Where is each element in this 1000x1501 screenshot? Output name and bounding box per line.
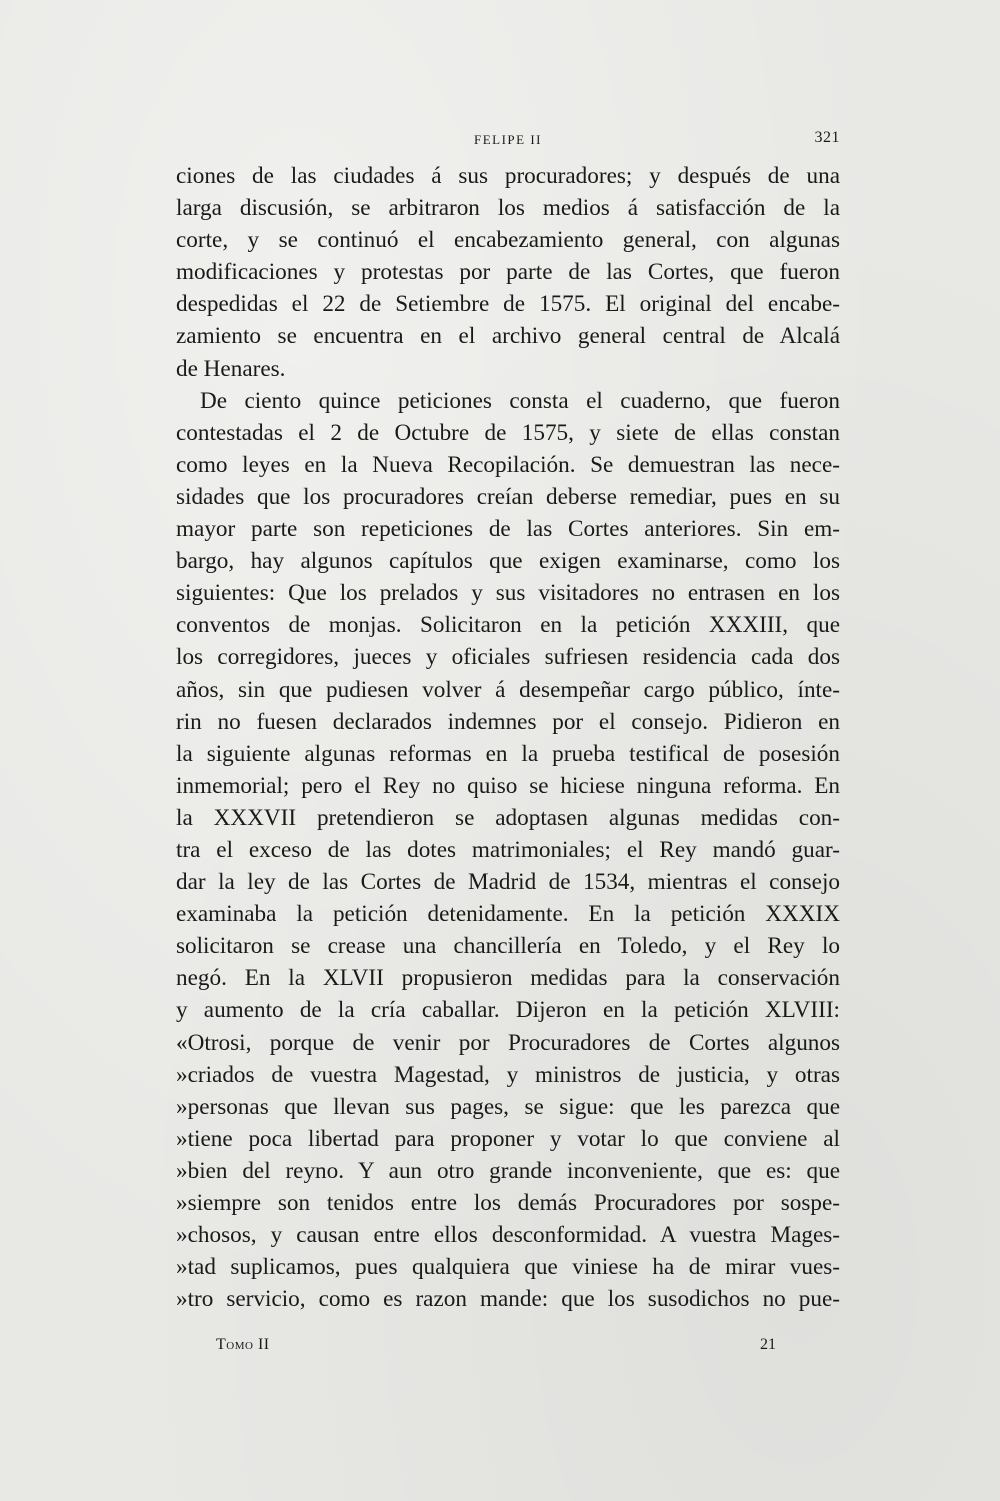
text-line: tra el exceso de las dotes matrimoniales; el Rey mandó guar- [176, 836, 840, 863]
quote-line: »chosos, y causan entre ellos desconformidad. A vuestra Mages- [176, 1222, 840, 1249]
paragraph-start-line: De ciento quince peticiones consta el cuaderno, que fueron [200, 387, 840, 414]
text-line: conventos de monjas. Solicitaron en la petición XXXIII, que [176, 612, 840, 639]
text-line: despedidas el 22 de Setiembre de 1575. El original del encabe- [176, 291, 840, 318]
quote-line: »personas que llevan sus pages, se sigue: que les parezca que [176, 1093, 840, 1120]
quote-line: »tad suplicamos, pues qualquiera que viniese ha de mirar vues- [176, 1254, 840, 1281]
body-text [176, 160, 840, 1315]
text-line: negó. En la XLVII propusieron medidas para la conservación [176, 965, 840, 992]
text-line: modificaciones y protestas por parte de las Cortes, que fueron [176, 259, 840, 286]
text-line: bargo, hay algunos capítulos que exigen examinarse, como los [176, 548, 840, 575]
volume-label: Tomo II [216, 1336, 270, 1353]
quote-line: »tiene poca libertad para proponer y votar lo que conviene al [176, 1125, 840, 1152]
text-line: la XXXVII pretendieron se adoptasen algunas medidas con- [176, 804, 840, 831]
text-line: dar la ley de las Cortes de Madrid de 1534, mientras el consejo [176, 869, 840, 896]
quote-line: «Otrosi, porque de venir por Procuradores de Cortes algunos [176, 1029, 840, 1056]
text-line: siguientes: Que los prelados y sus visitadores no entrasen en los [176, 580, 840, 607]
text-line: corte, y se continuó el encabezamiento general, con algunas [176, 227, 840, 254]
running-head [176, 128, 840, 152]
text-line: la siguiente algunas reformas en la prueba testifical de posesión [176, 740, 840, 767]
text-line: rin no fuesen declarados indemnes por el consejo. Pidieron en [176, 708, 840, 735]
page-footer [216, 1336, 776, 1362]
text-line: y aumento de la cría caballar. Dijeron en la petición XLVIII: [176, 997, 840, 1024]
text-line: ciones de las ciudades á sus procuradores; y después de una [176, 163, 840, 189]
quote-line: »tro servicio, como es razon mande: que los susodichos no pue- [176, 1286, 840, 1313]
text-line: sidades que los procuradores creían deberse remediar, pues en su [176, 483, 840, 510]
text-line: examinaba la petición detenidamente. En la petición XXXIX [176, 901, 840, 928]
quote-line: »criados de vuestra Magestad, y ministros de justicia, y otras [176, 1061, 840, 1088]
text-line: larga discusión, se arbitraron los medios á satisfacción de la [176, 195, 840, 222]
text-line: solicitaron se crease una chancillería en Toledo, y el Rey lo [176, 933, 840, 960]
page-number: 321 [814, 129, 840, 146]
quote-line: »siempre son tenidos entre los demás Procuradores por sospe- [176, 1190, 840, 1216]
text-line: como leyes en la Nueva Recopilación. Se demuestran las nece- [176, 451, 840, 478]
quote-line: »bien del reyno. Y aun otro grande inconveniente, que es: que [176, 1157, 840, 1184]
text-line: inmemorial; pero el Rey no quiso se hiciese ninguna reforma. En [176, 772, 840, 799]
text-line: años, sin que pudiesen volver á desempeñar cargo público, ínte- [176, 676, 840, 703]
text-line: contestadas el 2 de Octubre de 1575, y siete de ellas constan [176, 419, 840, 446]
text-line: zamiento se encuentra en el archivo general central de Alcalá [176, 323, 840, 350]
text-line: mayor parte son repeticiones de las Cortes anteriores. Sin em- [176, 516, 840, 543]
paragraph-end-line: de Henares. [176, 355, 286, 382]
running-title: FELIPE II [473, 132, 543, 147]
signature-mark: 21 [760, 1336, 776, 1353]
text-line: los corregidores, jueces y oficiales sufriesen residencia cada dos [176, 644, 840, 671]
